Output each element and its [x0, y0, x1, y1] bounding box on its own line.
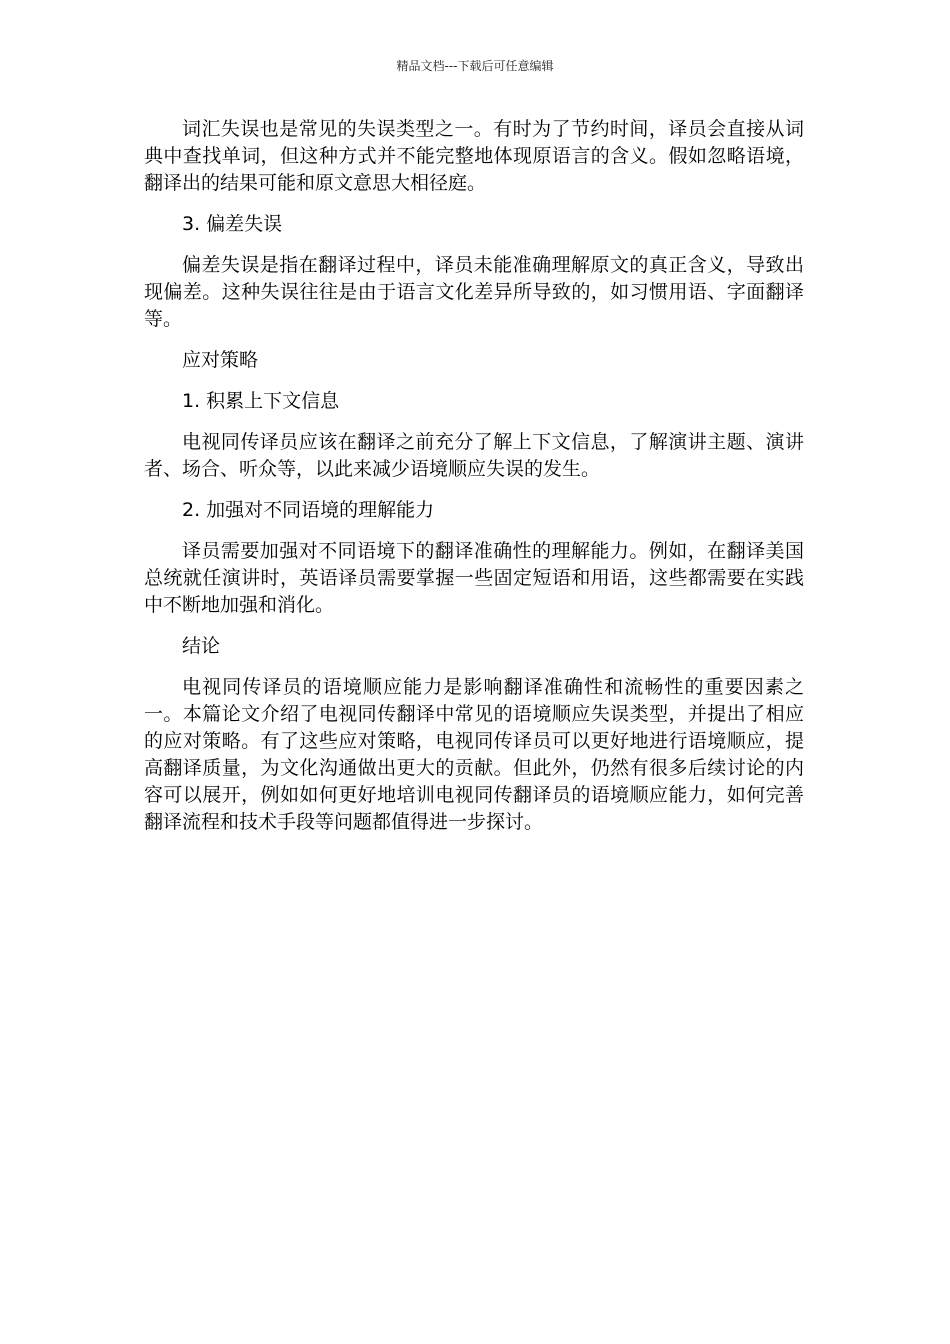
- paragraph-conclusion: 电视同传译员的语境顺应能力是影响翻译准确性和流畅性的重要因素之一。本篇论文介绍了电视同传翻译中常见的语境顺应失误类型，并提出了相应的应对策略。有了这些应对策略，电视同传译员可以更好地进行语境顺应，提高翻译质量，为文化沟通做出更大的贡献。但此外，仍然有很多后续讨论的内容可以展开，例如如何更好地培训电视同传翻译员的语境顺应能力，如何完善翻译流程和技术手段等问题都值得进一步探讨。: [144, 676, 804, 833]
- heading-conclusion: 结论: [182, 635, 221, 657]
- paragraph-vocabulary-errors: 词汇失误也是常见的失误类型之一。有时为了节约时间，译员会直接从词典中查找单词，但这种方式并不能完整地体现原语言的含义。假如忽略语境，翻译出的结果可能和原文意思大相径庭。: [144, 118, 804, 194]
- heading-strategies: 应对策略: [182, 349, 259, 371]
- heading-understanding: 2. 加强对不同语境的理解能力: [182, 499, 435, 521]
- heading-bias-errors: 3. 偏差失误: [182, 213, 283, 235]
- page-header: 精品文档---下载后可任意编辑: [396, 59, 554, 73]
- heading-context-info: 1. 积累上下文信息: [182, 390, 340, 412]
- paragraph-context-info: 电视同传译员应该在翻译之前充分了解上下文信息，了解演讲主题、演讲者、场合、听众等，以此来减少语境顺应失误的发生。: [144, 431, 804, 480]
- paragraph-bias-errors: 偏差失误是指在翻译过程中，译员未能准确理解原文的真正含义，导致出现偏差。这种失误往往是由于语言文化差异所导致的，如习惯用语、字面翻译等。: [144, 254, 804, 330]
- paragraph-understanding: 译员需要加强对不同语境下的翻译准确性的理解能力。例如，在翻译美国总统就任演讲时，英语译员需要掌握一些固定短语和用语，这些都需要在实践中不断地加强和消化。: [144, 540, 804, 616]
- document-body: [144, 116, 804, 850]
